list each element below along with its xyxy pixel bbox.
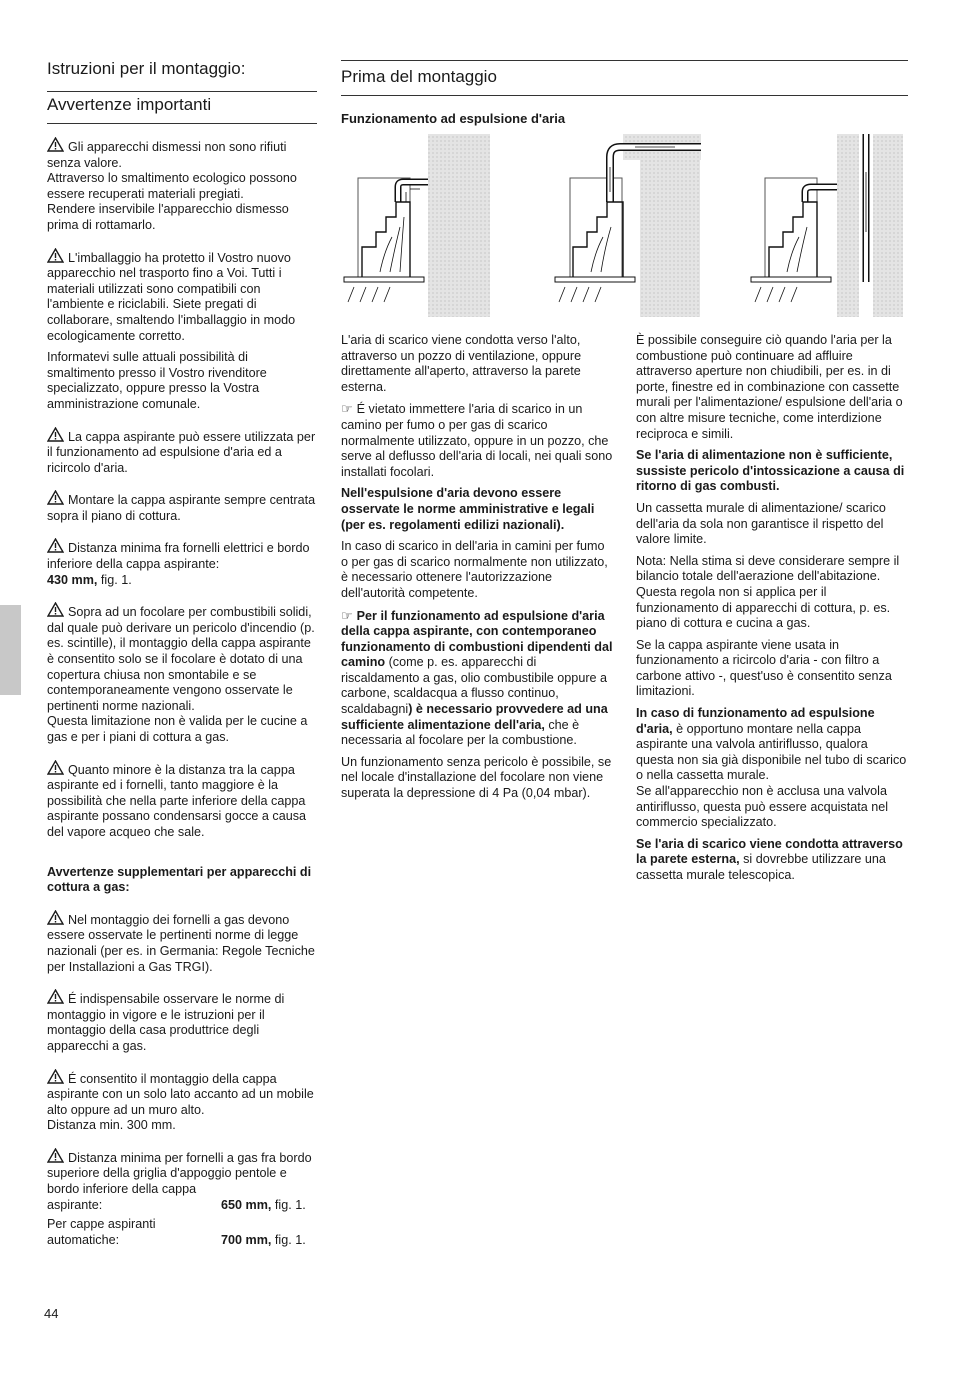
gas-distance-row: aspirante: 650 mm, fig. 1. — [47, 1197, 306, 1212]
warning-triangle-icon — [47, 490, 64, 505]
warning-triangle-icon — [47, 1148, 64, 1163]
middle-column — [341, 333, 613, 808]
paragraph-depression-limit: Un funzionamento senza pericolo è possibile, se nel locale d'installazione del focolare non viene superata la depressione di 4 Pa (0,04 mbar). — [341, 754, 612, 801]
paragraph-telescopic-wall-box: Se l'aria di scarico viene condotta attraverso la parete esterna, si dovrebbe utilizzare una cassetta murale telescopica. — [636, 836, 903, 882]
warning-solid-fuel: Sopra ad un focolare per combustibili solidi, dal quale può derivare un pericolo d'incendio (p. es. scintille), il montaggio della cappa aspirante è consentito solo se il focolare è dotato di una copertura chiusa non smontabile e se contemporaneamente vengono osservate le pertinenti norme nazionali. Questa limitazione non è valida per le cucine a gas e per i piani di cottura a gas. — [47, 602, 317, 745]
warning-triangle-icon — [47, 910, 64, 925]
gas-warning-distance: Distanza minima per fornelli a gas fra bordo superiore della griglia d'appoggio pentole e bordo inferiore della cappa aspirante: 650 mm, fig. 1. Per cappe aspiranti automatiche: 700 mm, fig. 1. — [47, 1148, 317, 1249]
warning-operation-modes: La cappa aspirante può essere utilizzata per il funzionamento ad espulsione d'aria ed a ricircolo d'aria. — [47, 427, 317, 477]
gas-warnings-heading: Avvertenze supplementari per apparecchi di cottura a gas: — [47, 864, 312, 895]
warning-triangle-icon — [47, 602, 64, 617]
paragraph-air-supply-openings: È possibile conseguire ciò quando l'aria per la combustione può continuare ad affluire attraverso aperture non chiudibili, per es. in di porte, finestre ed in combinazione con cassette murali per l'alimentazione/ espulsione dell'aria o con altre misure tecniche, come interdizione reciproca e simili. — [636, 333, 903, 441]
warning-electric-distance: Distanza minima fra fornelli elettrici e bordo inferiore della cappa aspirante: 430 mm, fig. 1. — [47, 538, 317, 588]
warning-triangle-icon — [47, 137, 64, 152]
gas-warning-manufacturer-rules: É indispensabile osservare le norme di montaggio in vigore e le istruzioni per il montaggio della casa produttrice degli apparecchi a gas. — [47, 989, 317, 1054]
paragraph-ventilation-note: Nota: Nella stima si deve considerare sempre il bilancio totale dell'aerazione dell'abitazione. Questa regola non si applica per il funzionamento di apparecchi di cottura, p. es. piano di cottura e cucina a gas. — [636, 553, 900, 631]
left-column — [47, 58, 317, 1248]
warning-triangle-icon — [47, 427, 64, 442]
right-column — [636, 333, 908, 890]
exhaust-diagram-wall — [745, 132, 905, 322]
section-title-important-warnings: Avvertenze importanti — [47, 95, 212, 114]
section-title-before-mounting: Prima del montaggio — [341, 67, 497, 86]
right-header — [341, 60, 908, 126]
warning-triangle-icon — [47, 1069, 64, 1084]
paragraph-chimney-prohibition: ☞ É vietato immettere l'aria di scarico in un camino per fumo o per gas di scarico normalmente utilizzato, oppure in un pozzo, che serve al deflusso dell'aria di locali, nei quali sono installati focolari. — [341, 401, 613, 479]
exhaust-diagram-shaft — [340, 132, 500, 322]
warning-condensation: Quanto minore è la distanza tra la cappa aspirante ed i fornelli, tanto maggiore è la possibilità che nella parte inferiore della cappa aspirante possano condensarsi gocce a causa del vapore acqueo che sale. — [47, 760, 317, 841]
page-title: Istruzioni per il montaggio: — [47, 59, 246, 78]
gas-warning-side-cabinet: É consentito il montaggio della cappa aspirante con un solo lato accanto ad un mobile alto oppure ad un muro alto. Distanza min. 300 mm. — [47, 1069, 317, 1134]
pointing-hand-icon: ☞ — [341, 607, 353, 623]
paragraph-wall-box-limit: Un cassetta murale di alimentazione/ scarico dell'aria da sola non garantisce il rispetto del valore limite. — [636, 500, 886, 547]
paragraph-regulations: Nell'espulsione d'aria devono essere osservate le norme amministrative e legali (per es. regolamenti edilizi nazionali). — [341, 486, 595, 532]
gas-warning-national-norms: Nel montaggio dei fornelli a gas devono essere osservate le pertinenti norme di legge nazionali (per es. in Germania: Regole Tecniche per Installazioni a Gas TRGI). — [47, 910, 317, 975]
warning-triangle-icon — [47, 538, 64, 553]
paragraph-exhaust-route: L'aria di scarico viene condotta verso l'alto, attraverso un pozzo di ventilazione, oppure direttamente all'aperto, attraverso la parete esterna. — [341, 333, 582, 394]
gas-automatic-distance-row: Per cappe aspiranti automatiche: 700 mm, fig. 1. — [47, 1217, 306, 1247]
paragraph-backflow-valve: In caso di funzionamento ad espulsione d'aria, è opportuno montare nella cappa aspirante una valvola antiriflusso, qualora questa non sia già disponibile nel tubo di scarico o nella cassetta murale. Se all'apparecchio non è acclusa una valvola antiriflusso, questa può essere acquistata nel commercio specializzato. — [636, 706, 907, 830]
warning-packaging: L'imballaggio ha protetto il Vostro nuovo apparecchio nel trasporto fino a Voi. Tutti i materiali utilizzati sono compatibili con l'ambiente e riciclabili. Siete pregati di collaborare, smaltendo l'imballaggio in modo ecologicamente corretto. Informatevi sulle attuali possibilità di smaltimento presso il Vostro rivenditore specializzato, oppure presso la Vostra amministrazione comunale. — [47, 248, 317, 413]
paragraph-combustion-air: ☞ Per il funzionamento ad espulsione d'aria della cappa aspirante, con contemporaneo funzionamento di combustioni dipendenti dal camino (come p. es. apparecchi di riscaldamento a gas, olio combustibile oppure a carbone, scaldacqua a flusso continuo, scaldabagni) è necessario provvedere ad una sufficiente alimentazione dell'aria, che è necessaria al focolare per la combustione. — [341, 607, 613, 748]
warning-centered-mount: Montare la cappa aspirante sempre centrata sopra il piano di cottura. — [47, 490, 317, 524]
warning-triangle-icon — [47, 248, 64, 263]
warning-triangle-icon — [47, 989, 64, 1004]
paragraph-authorization: In caso di scarico in dell'aria in camini per fumo o per gas di scarico normalmente non utilizzato, è necessario ottenere l'autorizzazione dell'autorità competente. — [341, 539, 608, 600]
warning-triangle-icon — [47, 760, 64, 775]
page-number: 44 — [44, 1306, 59, 1321]
warning-disposal: Gli apparecchi dismessi non sono rifiuti senza valore. Attraverso lo smaltimento ecologico possono essere recuperati materiali pregiati. Rendere inservibile l'apparecchio dismesso prima di rottamarlo. — [47, 137, 317, 234]
exhaust-mode-heading: Funzionamento ad espulsione d'aria — [341, 111, 566, 126]
pointing-hand-icon: ☞ — [341, 401, 353, 417]
language-tab-marker — [0, 605, 21, 695]
paragraph-recirculation: Se la cappa aspirante viene usata in funzionamento a ricircolo d'aria - con filtro a carbone attivo -, quest'uso è consentito senza limitazioni. — [636, 637, 892, 699]
paragraph-intoxication-risk: Se l'aria di alimentazione non è sufficiente, sussiste pericolo d'intossicazione a causa di ritorno di gas combusti. — [636, 448, 905, 494]
exhaust-diagram-roof — [545, 132, 705, 322]
